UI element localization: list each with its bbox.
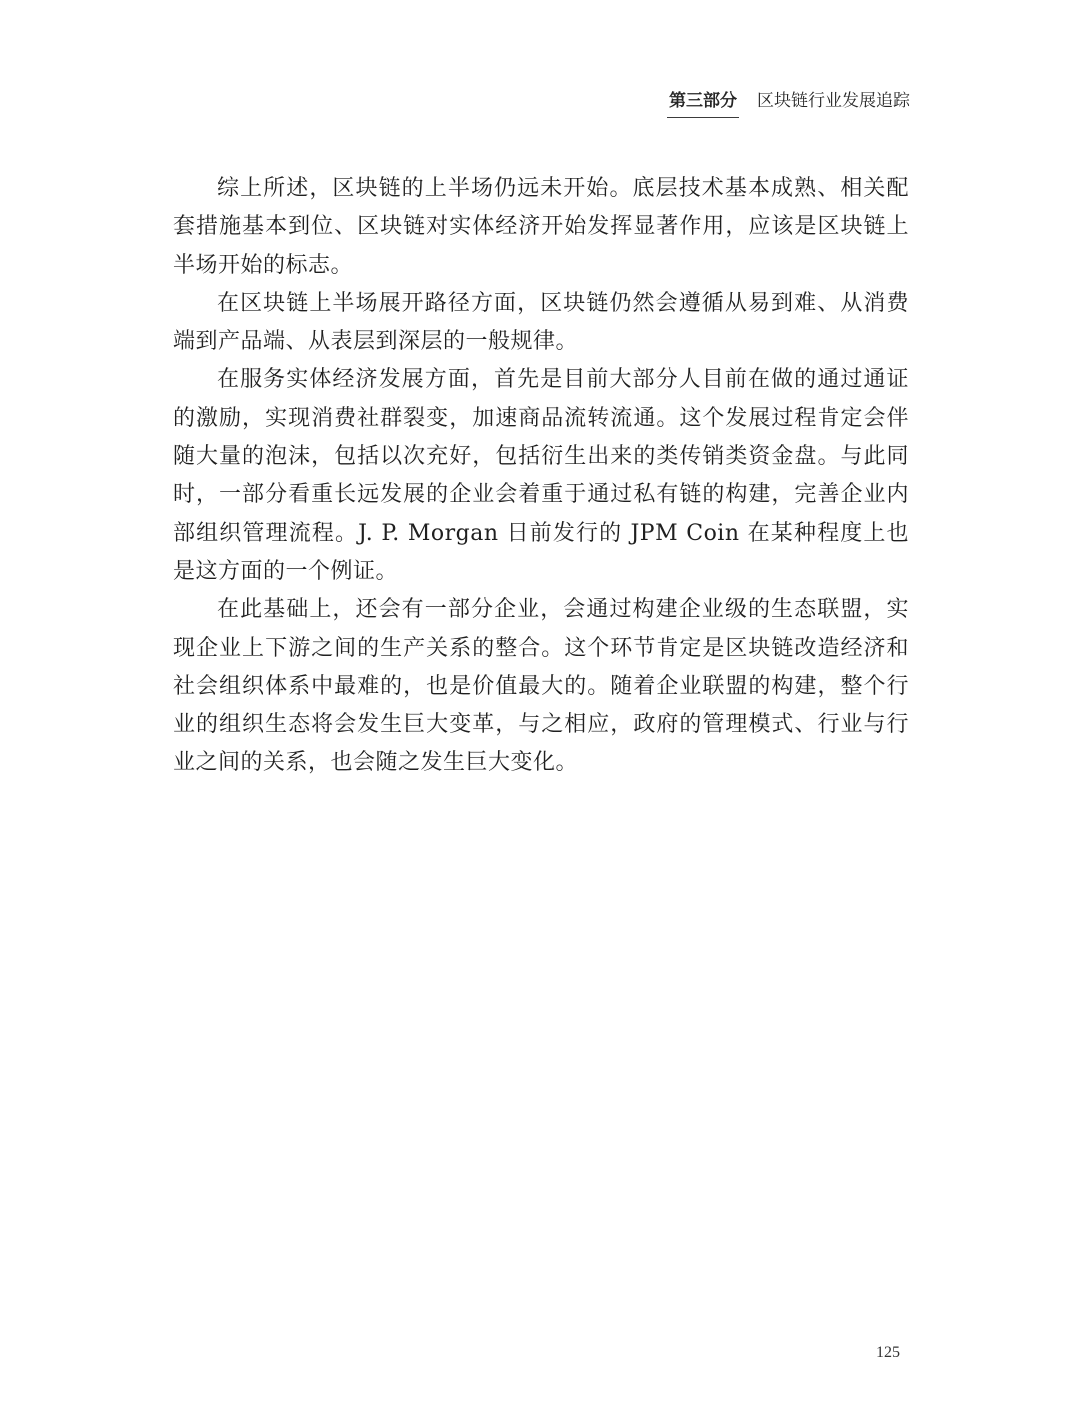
running-header [669, 84, 910, 112]
part-label [669, 86, 737, 111]
part-label-underline [667, 117, 739, 118]
paragraph-1: 综上所述，区块链的上半场仍远未开始。底层技术基本成熟、相关配套措施基本到位、区块链对实体经济开始发挥显著作用，应该是区块链上半场开始的标志。 [173, 176, 909, 278]
paragraph-2: 在区块链上半场展开路径方面，区块链仍然会遵循从易到难、从消费端到产品端、从表层到深层的一般规律。 [173, 290, 909, 355]
paragraph-3: 在服务实体经济发展方面，首先是目前大部分人目前在做的通过通证的激励，实现消费社群裂变，加速商品流转流通。这个发展过程肯定会伴随大量的泡沫，包括以次充好，包括衍生出来的类传销类资金盘。与此同时，一部分看重长远发展的企业会着重于通过私有链的构建，完善企业内部组织管理流程。J. P. Morgan 日前发行的 JPM Coin 在某种程度上也是这方面的一个例证。 [173, 367, 909, 584]
paragraph-4: 在此基础上，还会有一部分企业，会通过构建企业级的生态联盟，实现企业上下游之间的生产关系的整合。这个环节肯定是区块链改造经济和社会组织体系中最难的，也是价值最大的。随着企业联盟的构建，整个行业的组织生态将会发生巨大变革，与之相应，政府的管理模式、行业与行业之间的关系，也会随之发生巨大变化。 [173, 597, 909, 776]
body-text [173, 170, 909, 783]
chapter-title: 区块链行业发展追踪 [757, 90, 910, 111]
part-label-text: 第三部分 [669, 90, 737, 111]
page-number: 125 [876, 1344, 900, 1361]
